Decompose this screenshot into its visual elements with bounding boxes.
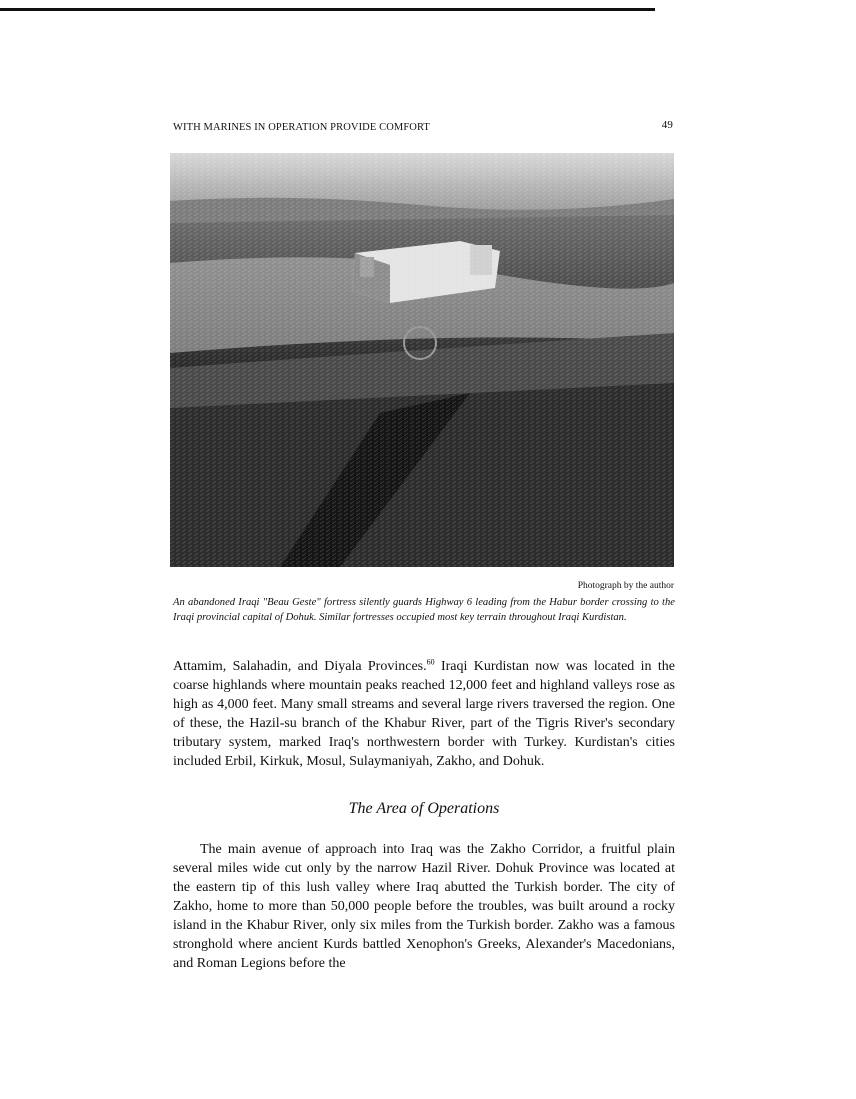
paragraph-1-rest: Iraqi Kurdistan now was located in the coarse highlands where mountain peaks reached 12,000 feet and highland valleys rose as high as 4,000 feet. Many small streams and several large rivers traversed the region. One of these, the Hazil-su branch of the Khabur River, part of the Tigris River's secondary tributary system, marked Iraq's northwestern border with Turkey. Kurdistan's cities included Erbil, Kirkuk, Mosul, Sulaymaniyah, Zakho, and Dohuk. [173,659,675,769]
running-header [173,119,673,133]
fortress-photograph [170,153,674,567]
section-heading: The Area of Operations [348,800,500,817]
film-grain [170,153,674,567]
body-paragraph-2: The main avenue of approach into Iraq was the Zakho Corridor, a fruitful plain several miles wide cut only by the narrow Hazil River. Dohuk Province was located at the eastern tip of this lush valley where Iraq abutted the Turkish border. The city of Zakho, home to more than 50,000 people before the troubles, was built around a rocky island in the Khabur River, only six miles from the Turkish border. Zakho was a famous stronghold where ancient Kurds battled Xenophon's Greeks, Alexander's Macedonians, and Roman Legions before the [173,842,675,971]
paragraph-1-start: Attamim, Salahadin, and Diyala Provinces. [173,659,427,674]
footnote-reference: 60 [426,657,435,667]
body-paragraph-1 [173,657,675,771]
running-title: WITH MARINES IN OPERATION PROVIDE COMFORT [173,122,430,133]
photo-credit: Photograph by the author [577,581,674,591]
top-rule [0,8,655,11]
photo-caption: An abandoned Iraqi "Beau Geste" fortress silently guards Highway 6 leading from the Habur border crossing to the Iraqi provincial capital of Dohuk. Similar fortresses occupied most key terrain throughout Iraqi Kurdistan. [173,597,675,623]
photo-illustration [170,153,674,567]
page-number: 49 [661,119,673,131]
